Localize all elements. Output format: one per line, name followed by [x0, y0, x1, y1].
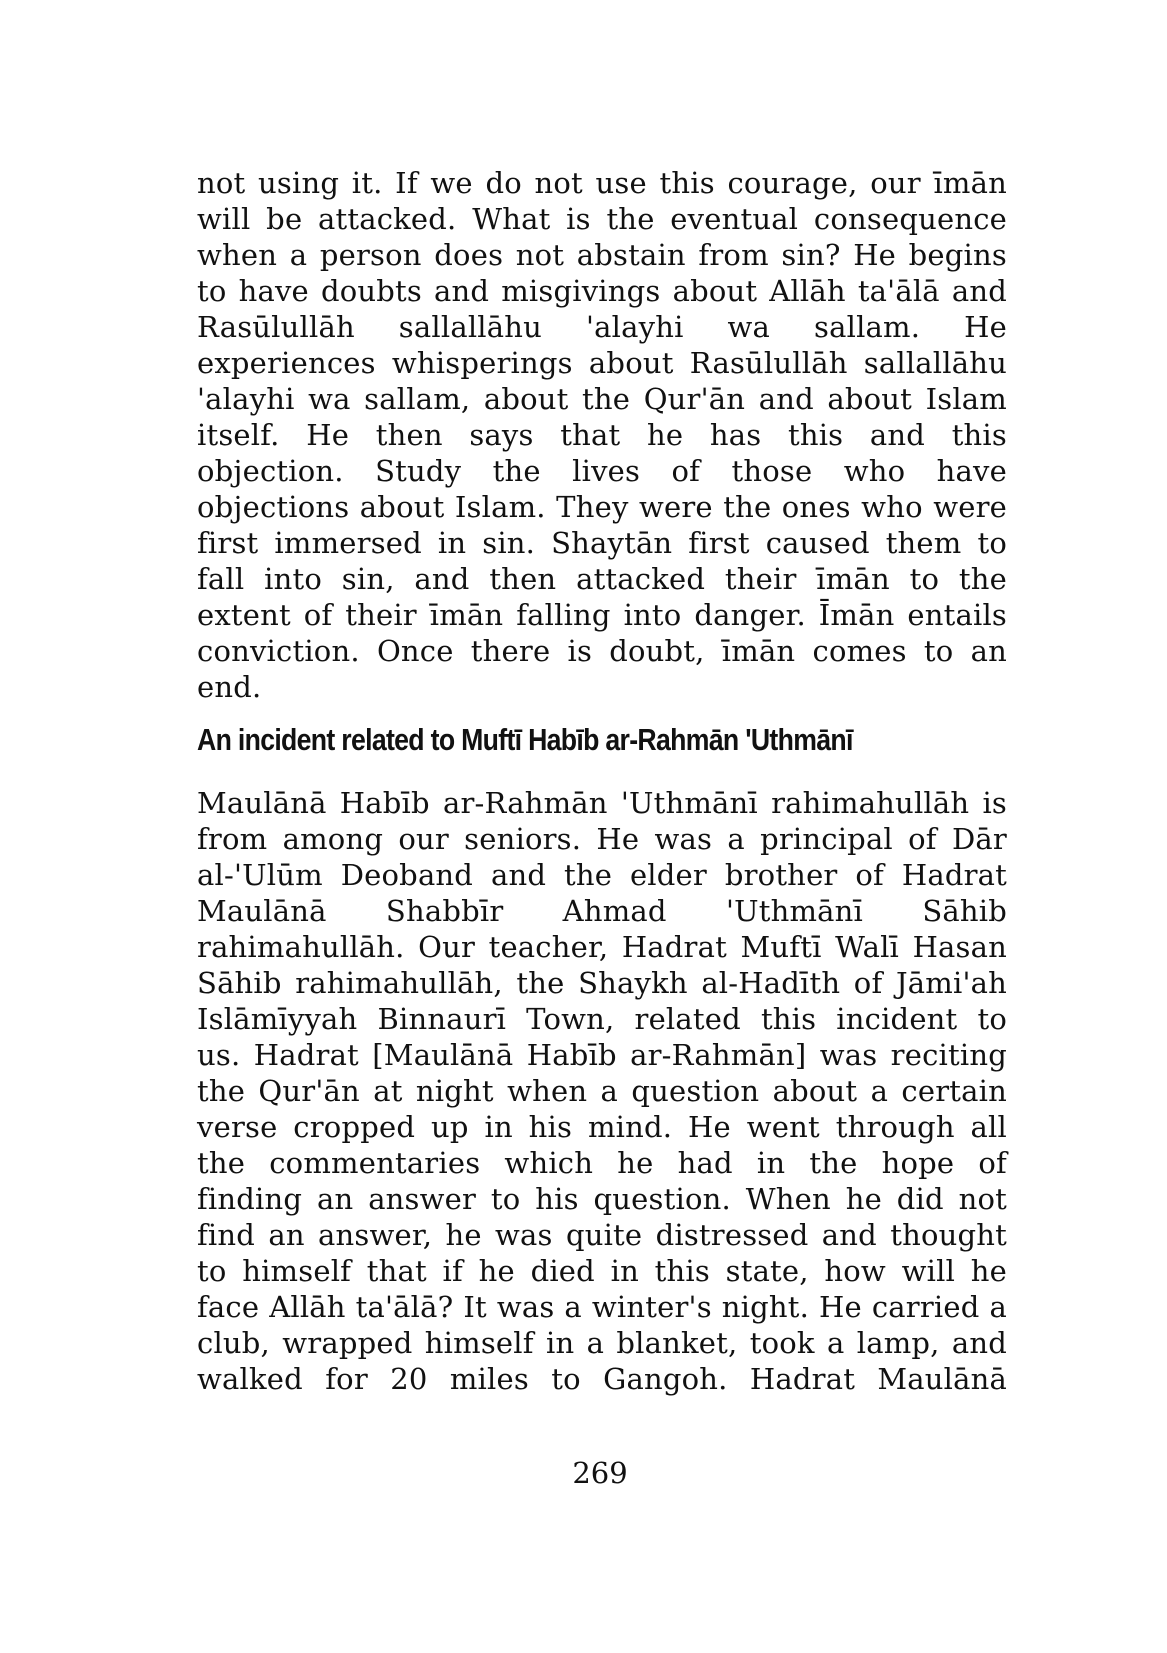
text-line: the Qur'ān at night when a question about a certain	[197, 1074, 1007, 1108]
text-line: to himself that if he died in this state, how will he	[197, 1254, 1007, 1288]
text-line: not using it. If we do not use this courage, our īmān	[197, 166, 1007, 200]
text-line: Islāmīyyah Binnaurī Town, related this incident to	[197, 1002, 1007, 1036]
text-line: itself. He then says that he has this and this	[197, 418, 1007, 452]
text-line: fall into sin, and then attacked their īmān to the	[197, 562, 1007, 596]
text-line: Maulānā Shabbīr Ahmad 'Uthmānī Sāhib	[197, 894, 1007, 928]
paragraph-1	[197, 165, 1007, 705]
text-line: finding an answer to his question. When he did not	[197, 1182, 1007, 1216]
text-line: objection. Study the lives of those who have	[197, 454, 1007, 488]
text-line: verse cropped up in his mind. He went through all	[197, 1110, 1007, 1144]
text-line: Sāhib rahimahullāh, the Shaykh al-Hadīth of Jāmi'ah	[197, 966, 1007, 1000]
text-line: objections about Islam. They were the ones who were	[197, 490, 1007, 524]
text-line: conviction. Once there is doubt, īmān comes to an	[197, 634, 1007, 668]
text-line: us. Hadrat [Maulānā Habīb ar-Rahmān] was reciting	[197, 1038, 1007, 1072]
text-line: find an answer, he was quite distressed and thought	[197, 1218, 1007, 1252]
text-line: extent of their īmān falling into danger. Īmān entails	[197, 598, 1007, 632]
text-line: the commentaries which he had in the hope of	[197, 1146, 1007, 1180]
text-line: from among our seniors. He was a principal of Dār	[197, 822, 1007, 856]
text-line: first immersed in sin. Shaytān first caused them to	[197, 526, 1007, 560]
text-line: will be attacked. What is the eventual consequence	[197, 202, 1007, 236]
text-line: face Allāh ta'ālā? It was a winter's night. He carried a	[197, 1290, 1007, 1324]
text-line: end.	[197, 670, 262, 704]
page-number: 269	[572, 1456, 628, 1490]
text-line: to have doubts and misgivings about Allāh ta'ālā and	[197, 274, 1007, 308]
text-line: Rasūlullāh sallallāhu 'alayhi wa sallam. He	[197, 310, 1007, 344]
text-line: walked for 20 miles to Gangoh. Hadrat Maulānā	[197, 1362, 1007, 1396]
text-line: rahimahullāh. Our teacher, Hadrat Muftī Walī Hasan	[197, 930, 1007, 964]
text-line: when a person does not abstain from sin? He begins	[197, 238, 1007, 272]
text-line: experiences whisperings about Rasūlullāh sallallāhu	[197, 346, 1007, 380]
text-line: Maulānā Habīb ar-Rahmān 'Uthmānī rahimahullāh is	[197, 786, 1007, 820]
section-heading: An incident related to Muftī Habīb ar-Rahmān 'Uthmānī	[197, 722, 853, 757]
text-line: club, wrapped himself in a blanket, took a lamp, and	[197, 1326, 1007, 1360]
text-line: al-'Ulūm Deoband and the elder brother of Hadrat	[197, 858, 1007, 892]
paragraph-2	[197, 785, 1007, 1397]
text-line: 'alayhi wa sallam, about the Qur'ān and about Islam	[197, 382, 1007, 416]
